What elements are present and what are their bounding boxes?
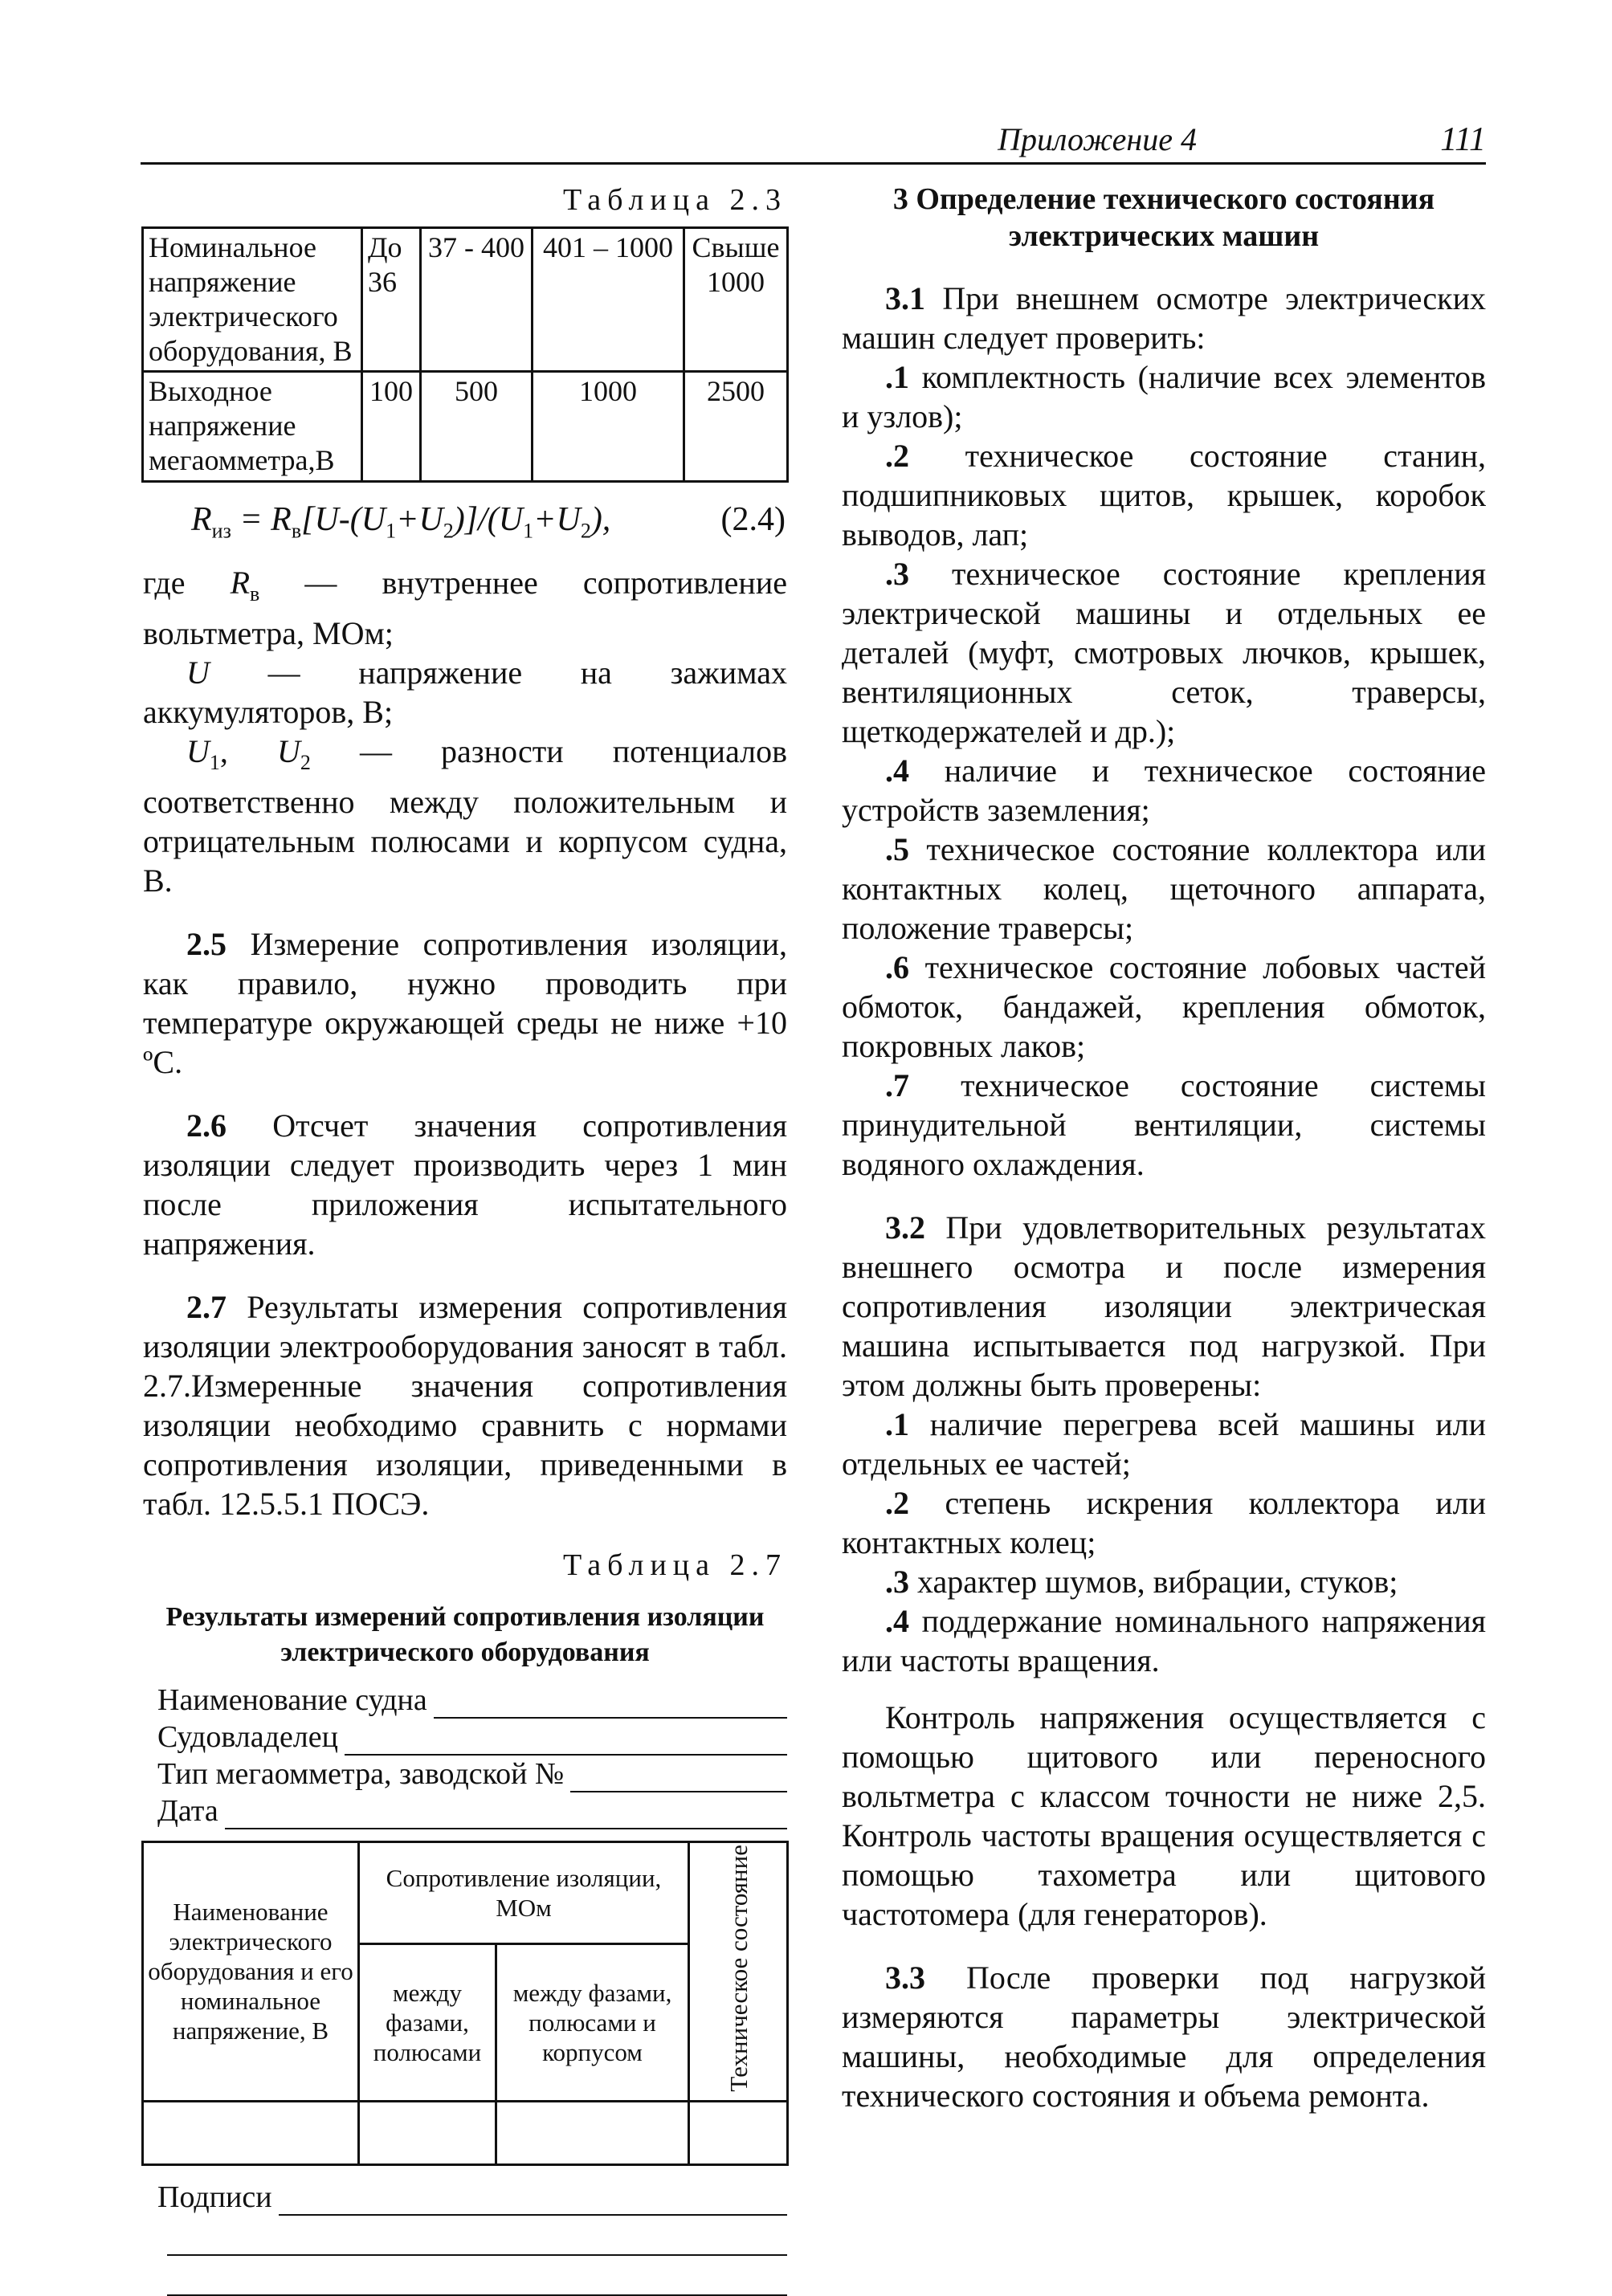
field-owner: Судовладелец	[157, 1719, 787, 1756]
where-paragraph: где $R_в$ — внутреннее сопротивление вольтметра, МОм;	[143, 565, 787, 651]
table-header-row	[143, 1842, 788, 1944]
table-cell: 401 – 1000	[533, 228, 684, 372]
paragraph-control: Контроль напряжения осуществляется с помощью щитового или переносного вольтметра с классом точности не ниже 2,5. Контроль частоты вращения осуществляется с помощью тахометра или щитового частотомера (для генераторов).	[842, 1699, 1486, 1932]
left-column	[143, 181, 787, 2296]
table-2-3	[141, 226, 789, 483]
paragraph-3-1: 3.1 При внешнем осмотре электрических машин следует проверить:	[842, 280, 1486, 356]
right-column	[842, 181, 1486, 2115]
paragraph-3-3: 3.3 После проверки под нагрузкой измеряются параметры электрической машины, необходимые для определения технического состояния и объема ремонта.	[842, 1960, 1486, 2114]
paragraph-3-2: 3.2 При удовлетворительных результатах внешнего осмотра и после измерения сопротивления изоляции электрическая машина испытывается под нагрузкой. При этом должны быть проверены:	[842, 1209, 1487, 1403]
table-2-7	[141, 1841, 789, 2166]
list-item: .4 поддержание номинального напряжения или частоты вращения.	[842, 1603, 1486, 1678]
formula-2-4	[191, 500, 787, 549]
section-3-heading: 3 Определение технического состояния электрических машин	[892, 182, 1435, 253]
field-ship-name: Наименование судна	[157, 1682, 787, 1719]
col-header-state: Техническое состояние	[689, 1842, 788, 2102]
table-cell: 100	[362, 372, 421, 482]
paragraph-2-5: 2.5 Измерение сопротивления изоляции, как правило, нужно проводить при температуре окружающей среды не ниже +10 ºС.	[143, 926, 788, 1080]
table-cell	[496, 2101, 689, 2164]
table-cell	[143, 2101, 359, 2164]
field-megaohmmeter: Тип мегаомметра, заводской №	[157, 1756, 787, 1792]
where-paragraph: U — напряжение на зажимах аккумуляторов, В;	[143, 655, 787, 730]
paragraph-2-7: 2.7 Результаты измерения сопротивления изоляции электрооборудования заносят в табл. 2.7.Измеренные значения сопротивления изоляции необходимо сравнить с нормами сопротивления изоляции, приведенными в табл. 12.5.5.1 ПОСЭ.	[143, 1289, 787, 1522]
table-row	[143, 2101, 788, 2164]
where-paragraph: $U_1$, $U_2$ — разности потенциалов соответственно между положительным и отрицательным полюсами и корпусом судна, В.	[143, 733, 788, 899]
table-cell: 500	[421, 372, 533, 482]
field-signatures: Подписи	[157, 2179, 787, 2216]
table-2-3-caption: Таблица 2.3	[562, 183, 787, 217]
list-item: .7 техническое состояние системы принудительной вентиляции, системы водяного охлаждения.	[842, 1067, 1487, 1182]
table-2-7-title: Результаты измерений сопротивления изоляции электрического оборудования	[165, 1602, 765, 1667]
signature-line	[167, 2262, 787, 2296]
table-cell: Выходное напряжение мегаомметра,В	[143, 372, 362, 482]
col-header-between-phases: между фазами, полюсами	[359, 1944, 496, 2101]
list-item: .2 степень искрения коллектора или контактных колец;	[842, 1485, 1487, 1560]
table-cell: 37 - 400	[421, 228, 533, 372]
col-header-resistance: Сопротивление изоляции, МОм	[359, 1842, 689, 1944]
paragraph-2-6: 2.6 Отсчет значения сопротивления изоляции следует производить через 1 мин после приложения испытательного напряжения.	[143, 1107, 788, 1262]
list-item: .5 техническое состояние коллектора или контактных колец, щеточного аппарата, положение траверсы;	[842, 831, 1486, 946]
signature-line	[167, 2222, 787, 2256]
table-2-7-caption: Таблица 2.7	[562, 1548, 787, 1582]
table-cell: Свыше 1000	[684, 228, 788, 372]
table-row	[143, 372, 788, 482]
list-item: .1 комплектность (наличие всех элементов и узлов);	[842, 359, 1486, 434]
table-row	[143, 228, 788, 372]
table-cell	[359, 2101, 496, 2164]
section-title: Приложение 4	[998, 121, 1197, 157]
list-item: .3 техническое состояние крепления электрической машины и отдельных ее деталей (муфт, смотровых лючков, крышек, вентиляционных сеток, траверсы, щеткодержателей и др.);	[842, 556, 1487, 749]
where-text-a: — внутреннее сопротивление вольтметра, МОм;	[143, 565, 787, 651]
col-header-phases-hull: между фазами, полюсами и корпусом	[496, 1944, 689, 2101]
where-text-c: — разности потенциалов соответственно между положительным и отрицательным полюсами и корпусом судна, В.	[143, 733, 788, 899]
fill-line	[345, 1727, 787, 1756]
fill-line	[279, 2187, 787, 2216]
col-header-equipment: Наименование электрического оборудования и его номинальное напряжение, В	[143, 1842, 359, 2102]
table-cell: 2500	[684, 372, 788, 482]
table-cell: До 36	[362, 228, 421, 372]
list-item: .3 характер шумов, вибрации, стуков;	[885, 1564, 1398, 1600]
list-item: .4 наличие и техническое состояние устройств заземления;	[842, 752, 1486, 828]
table-cell	[689, 2101, 788, 2164]
page-number: 111	[1440, 121, 1486, 158]
formula-expression: $R_{из} = R_в[U-(U_1+U_2)]/(U_1+U_2)$,	[191, 501, 611, 543]
fill-line	[434, 1690, 787, 1719]
table-cell: 1000	[533, 372, 684, 482]
formula-number: (2.4)	[720, 501, 786, 538]
fill-line	[570, 1764, 787, 1792]
table-cell: Номинальное напряжение электрического оборудования, В	[143, 228, 362, 372]
running-header	[141, 120, 1486, 165]
list-item: .1 наличие перегрева всей машины или отдельных ее частей;	[842, 1406, 1487, 1482]
field-date: Дата	[157, 1792, 787, 1829]
fill-line	[225, 1801, 787, 1829]
list-item: .2 техническое состояние станин, подшипниковых щитов, крышек, коробок выводов, лап;	[842, 438, 1487, 553]
list-item: .6 техническое состояние лобовых частей обмоток, бандажей, крепления обмоток, покровных лаков;	[842, 949, 1486, 1064]
where-text-b: — напряжение на зажимах аккумуляторов, В;	[143, 655, 787, 730]
